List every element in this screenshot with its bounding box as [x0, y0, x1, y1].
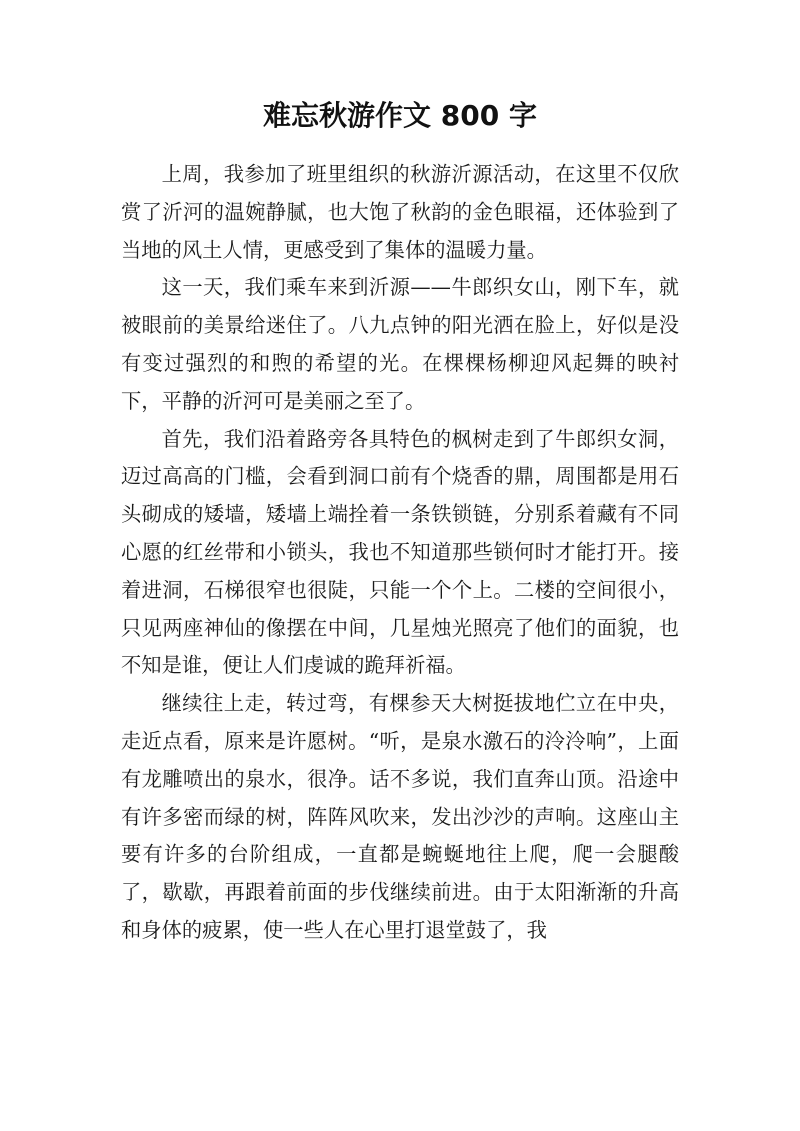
paragraph-1: 上周，我参加了班里组织的秋游沂源活动，在这里不仅欣赏了沂河的温婉静腻，也大饱了秋韵的金色眼福，还体验到了当地的风土人情，更感受到了集体的温暖力量。	[121, 162, 679, 262]
paragraph-4: 继续往上走，转过弯，有棵参天大树挺拔地伫立在中央，走近点看，原来是许愿树。“听，是泉水激石的泠泠响”，上面有龙雕喷出的泉水，很净。话不多说，我们直奔山顶。沿途中有许多密而绿的树，阵阵风吹来，发出沙沙的声响。这座山主要有许多的台阶组成，一直都是蜿蜒地往上爬，爬一会腿酸了，歇歇，再跟着前面的步伐继续前进。由于太阳渐渐的升高和身体的疲累，使一些人在心里打退堂鼓了，我	[121, 691, 679, 942]
paragraph-3: 首先，我们沿着路旁各具特色的枫树走到了牛郎织女洞，迈过高高的门槛，会看到洞口前有个烧香的鼎，周围都是用石头砌成的矮墙，矮墙上端拴着一条铁锁链，分别系着藏有不同心愿的红丝带和小锁头，我也不知道那些锁何时才能打开。接着进洞，石梯很窄也很陡，只能一个个上。二楼的空间很小，只见两座神仙的像摆在中间，几星烛光照亮了他们的面貌，也不知是谁，便让人们虔诚的跪拜祈福。	[121, 426, 679, 678]
document-body	[121, 156, 679, 950]
paragraph-2: 这一天，我们乘车来到沂源——牛郎织女山，刚下车，就被眼前的美景给迷住了。八九点钟的阳光洒在脸上，好似是没有变过强烈的和煦的希望的光。在棵棵杨柳迎风起舞的映衬下，平静的沂河可是美丽之至了。	[121, 275, 679, 413]
document-title: 难忘秋游作文 800 字	[263, 99, 537, 132]
